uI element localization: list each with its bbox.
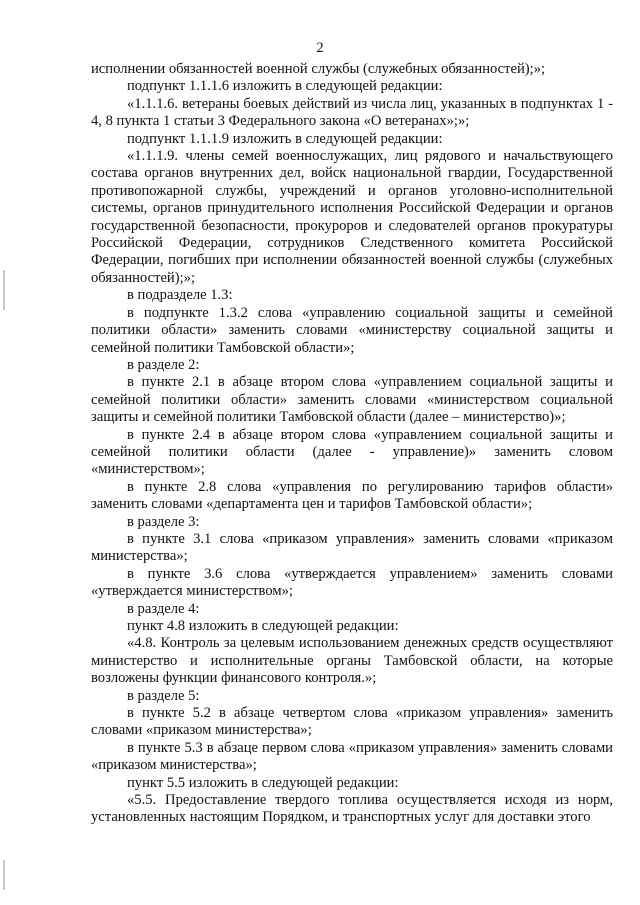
scan-edge-mark — [3, 270, 5, 310]
paragraph: в пункте 2.1 в абзаце втором слова «управлением социальной защиты и семейной политики области» заменить словами «министерством социальной защиты и семейной политики Тамбовской области (далее – министерство)»; — [91, 374, 613, 426]
paragraph: «1.1.1.6. ветераны боевых действий из числа лиц, указанных в подпунктах 1 - 4, 8 пункта 1 статьи 3 Федерального закона «О ветеранах»;»; — [91, 95, 613, 130]
paragraph: в подразделе 1.3: — [127, 287, 233, 304]
paragraph: в пункте 5.2 в абзаце четвертом слова «приказом управления» заменить словами «приказом министерства»; — [91, 705, 613, 739]
paragraph: в подпункте 1.3.2 слова «управлению социальной защиты и семейной политики области» заменить словами «министерству социальной защиты и семейной политики Тамбовской области»; — [91, 304, 613, 356]
page-number: 2 — [316, 40, 324, 56]
paragraph: «4.8. Контроль за целевым использованием денежных средств осуществляют министерство и исполнительные органы Тамбовской области, на которые возложены функции финансового контроля.»; — [91, 635, 613, 687]
scan-edge-mark — [3, 860, 5, 890]
paragraph: «5.5. Предоставление твердого топлива осуществляется исходя из норм, установленных настоящим Порядком, и транспортных услуг для доставки этого — [91, 792, 613, 826]
document-body — [91, 61, 613, 827]
paragraph: в разделе 4: — [127, 600, 200, 617]
paragraph: «1.1.1.9. члены семей военнослужащих, лиц рядового и начальствующего состава органов внутренних дел, войск национальной гвардии, Государственной противопожарной службы, учреждений и органов уголовно-исполнительной системы, органов принудительного исполнения Российской Федерации и органов государственной безопасности, прокуроров и следователей органов прокуратуры Российской Федерации, сотрудников Следственного комитета Российской Федерации, погибших при исполнении обязанностей военной службы (служебных обязанностей);»; — [91, 148, 613, 286]
paragraph: в разделе 3: — [127, 513, 200, 530]
paragraph: пункт 4.8 изложить в следующей редакции: — [127, 618, 399, 634]
paragraph: в пункте 3.1 слова «приказом управления» заменить словами «приказом министерства»; — [91, 530, 613, 565]
paragraph: подпункт 1.1.1.6 изложить в следующей редакции: — [127, 78, 443, 95]
paragraph: в разделе 5: — [127, 687, 200, 704]
paragraph: в пункте 2.4 в абзаце втором слова «управлением социальной защиты и семейной политики области (далее - управление)» заменить словом «министерством»; — [91, 426, 613, 478]
paragraph: в пункте 3.6 слова «утверждается управлением» заменить словами «утверждается министерством»; — [91, 565, 613, 600]
paragraph: подпункт 1.1.1.9 изложить в следующей редакции: — [127, 130, 443, 147]
paragraph: в пункте 5.3 в абзаце первом слова «приказом управления» заменить словами «приказом министерства»; — [91, 739, 613, 774]
paragraph: в пункте 2.8 слова «управления по регулированию тарифов области» заменить словами «департамента цен и тарифов Тамбовской области»; — [91, 478, 613, 513]
paragraph: исполнении обязанностей военной службы (служебных обязанностей);»; — [91, 61, 546, 77]
paragraph: в разделе 2: — [127, 356, 200, 373]
paragraph: пункт 5.5 изложить в следующей редакции: — [127, 774, 399, 791]
